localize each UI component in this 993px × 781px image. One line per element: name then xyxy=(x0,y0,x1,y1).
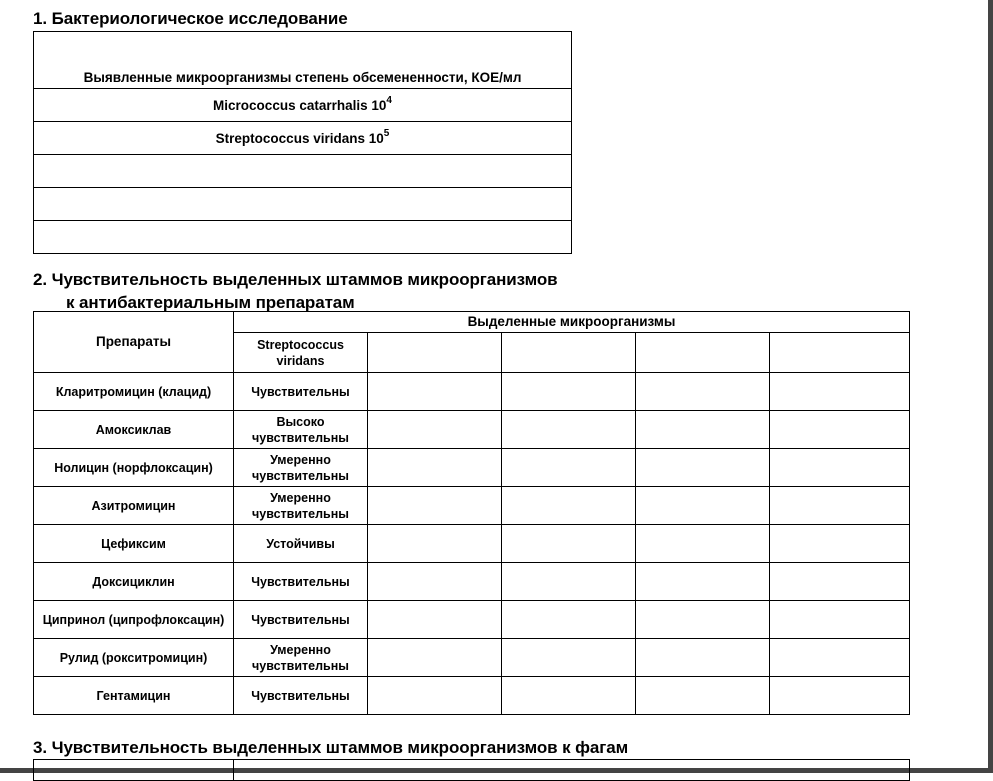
empty-result-cell xyxy=(636,449,770,487)
bacteriology-table xyxy=(33,31,572,254)
empty-result-cell xyxy=(502,449,636,487)
empty-result-cell xyxy=(636,373,770,411)
empty-result-cell xyxy=(368,373,502,411)
empty-result-cell xyxy=(502,677,636,715)
organism-column-header: Streptococcus viridans xyxy=(234,333,368,373)
empty-result-cell xyxy=(502,639,636,677)
empty-result-cell xyxy=(502,563,636,601)
empty-result-cell xyxy=(770,449,910,487)
section3-title: 3. Чувствительность выделенных штаммов микроорганизмов к фагам xyxy=(33,738,629,757)
empty-organism-header xyxy=(770,333,910,373)
empty-result-cell xyxy=(368,601,502,639)
empty-result-cell xyxy=(502,411,636,449)
empty-result-cell xyxy=(770,411,910,449)
antibiotic-sensitivity-table xyxy=(33,311,910,715)
drug-name: Кларитромицин (клацид) xyxy=(34,373,234,411)
empty-result-cell xyxy=(368,677,502,715)
empty-result-cell xyxy=(502,601,636,639)
antibiotic-row xyxy=(34,639,910,677)
phage-table-cell xyxy=(34,760,234,781)
empty-result-cell xyxy=(368,411,502,449)
bacteriology-row xyxy=(34,122,572,155)
empty-organism-header xyxy=(502,333,636,373)
empty-result-cell xyxy=(770,487,910,525)
empty-result-cell xyxy=(770,563,910,601)
empty-result-cell xyxy=(770,639,910,677)
window-frame-right xyxy=(988,0,993,773)
antibiotic-row xyxy=(34,487,910,525)
empty-organism-header xyxy=(368,333,502,373)
antibiotic-row xyxy=(34,677,910,715)
empty-result-cell xyxy=(636,487,770,525)
section2-title-line1: 2. Чувствительность выделенных штаммов микроорганизмов xyxy=(33,270,558,289)
antibiotic-row xyxy=(34,601,910,639)
organisms-column-header: Выделенные микроорганизмы xyxy=(234,312,910,333)
sensitivity-result: Устойчивы xyxy=(234,525,368,563)
drug-name: Гентамицин xyxy=(34,677,234,715)
empty-result-cell xyxy=(636,601,770,639)
antibiotic-row xyxy=(34,373,910,411)
drugs-column-header: Препараты xyxy=(34,312,234,373)
empty-result-cell xyxy=(636,525,770,563)
empty-result-cell xyxy=(636,411,770,449)
sensitivity-result: Высоко чувствительны xyxy=(234,411,368,449)
bacteriology-table-header: Выявленные микроорганизмы степень обсемененности, КОЕ/мл xyxy=(34,32,572,89)
empty-result-cell xyxy=(502,373,636,411)
empty-result-cell xyxy=(368,525,502,563)
empty-result-cell xyxy=(636,639,770,677)
sensitivity-result: Чувствительны xyxy=(234,677,368,715)
sensitivity-result: Чувствительны xyxy=(234,601,368,639)
empty-result-cell xyxy=(770,373,910,411)
drug-name: Цефиксим xyxy=(34,525,234,563)
section2-title-line2: к антибактериальным препаратам xyxy=(66,293,355,312)
sensitivity-result: Умеренно чувствительны xyxy=(234,449,368,487)
empty-result-cell xyxy=(368,449,502,487)
bacteriology-row-empty xyxy=(34,188,572,221)
sensitivity-result: Умеренно чувствительны xyxy=(234,487,368,525)
drug-name: Доксициклин xyxy=(34,563,234,601)
empty-result-cell xyxy=(368,563,502,601)
antibiotic-row xyxy=(34,411,910,449)
bacteriology-row xyxy=(34,89,572,122)
empty-result-cell xyxy=(770,677,910,715)
sensitivity-result: Чувствительны xyxy=(234,563,368,601)
empty-result-cell xyxy=(502,487,636,525)
empty-organism-header xyxy=(636,333,770,373)
organism-name: Micrococcus catarrhalis 10 xyxy=(213,97,387,113)
empty-result-cell xyxy=(368,487,502,525)
organism-name: Streptococcus viridans 10 xyxy=(215,130,384,146)
empty-result-cell xyxy=(636,563,770,601)
drug-name: Ципринол (ципрофлоксацин) xyxy=(34,601,234,639)
empty-result-cell xyxy=(502,525,636,563)
empty-result-cell xyxy=(770,525,910,563)
sensitivity-result: Умеренно чувствительны xyxy=(234,639,368,677)
empty-result-cell xyxy=(368,639,502,677)
organism-exponent: 5 xyxy=(383,127,390,139)
section1-title: 1. Бактериологическое исследование xyxy=(33,9,348,28)
antibiotic-row xyxy=(34,449,910,487)
drug-name: Нолицин (норфлоксацин) xyxy=(34,449,234,487)
antibiotic-row xyxy=(34,525,910,563)
phage-table-cell xyxy=(234,760,910,781)
drug-name: Рулид (рокситромицин) xyxy=(34,639,234,677)
bacteriology-row-empty xyxy=(34,221,572,254)
sensitivity-result: Чувствительны xyxy=(234,373,368,411)
organism-exponent: 4 xyxy=(386,94,392,106)
empty-result-cell xyxy=(770,601,910,639)
drug-name: Азитромицин xyxy=(34,487,234,525)
phage-sensitivity-table xyxy=(33,759,910,781)
antibiotic-row xyxy=(34,563,910,601)
empty-result-cell xyxy=(636,677,770,715)
drug-name: Амоксиклав xyxy=(34,411,234,449)
bacteriology-row-empty xyxy=(34,155,572,188)
